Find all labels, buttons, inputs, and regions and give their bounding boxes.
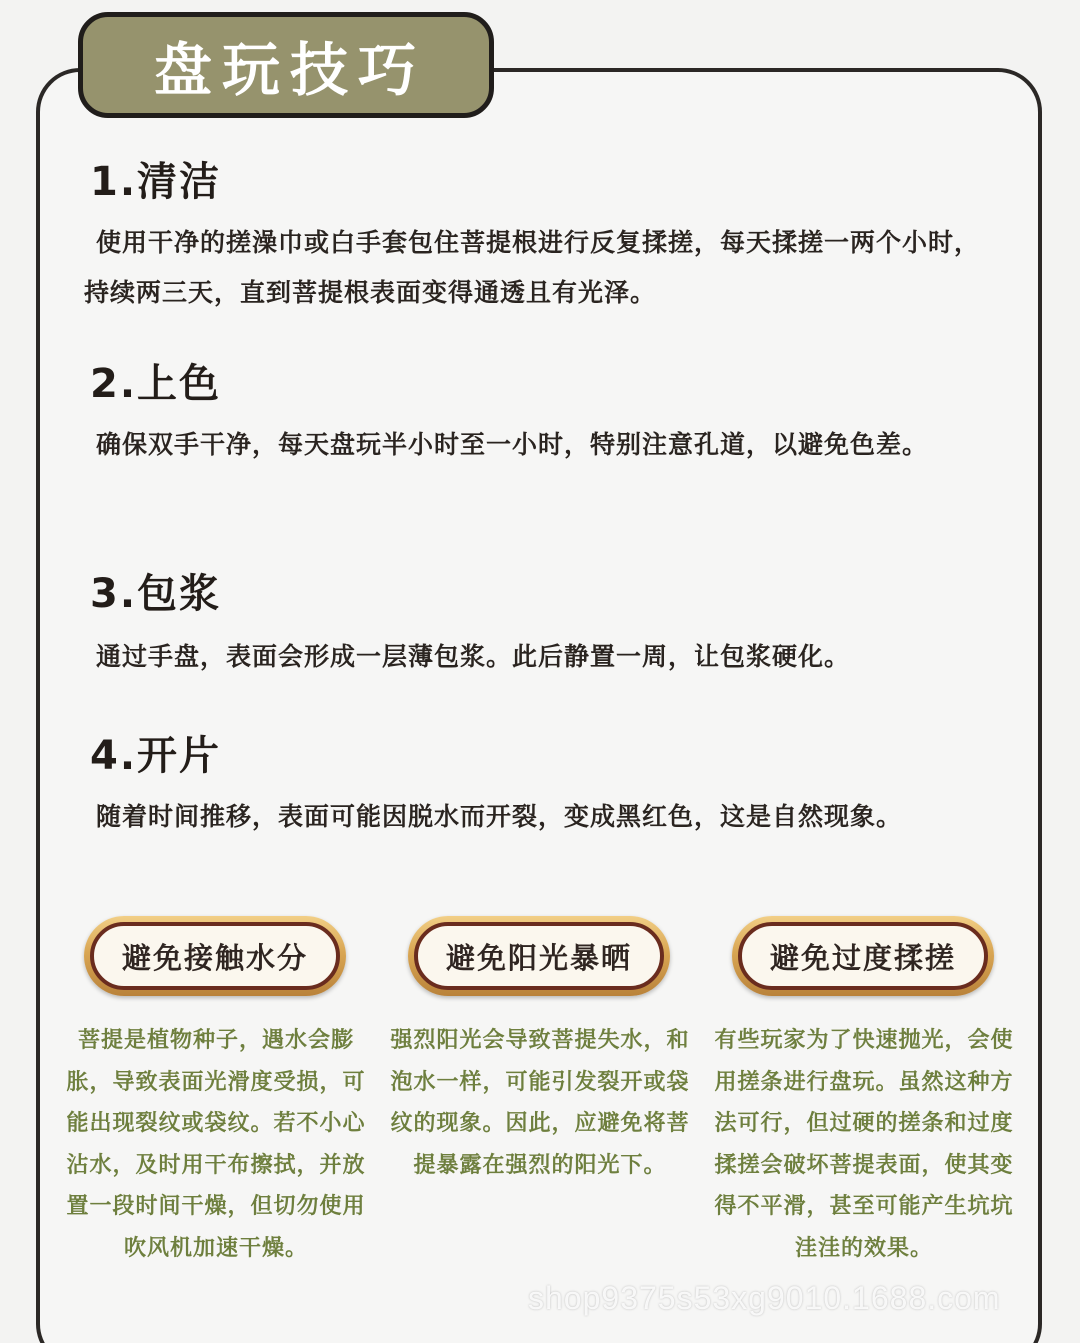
tip-badge-rubbing bbox=[732, 916, 994, 996]
section-heading-cracking: 4.开片 bbox=[90, 733, 222, 779]
tip-label-water: 避免接触水分 bbox=[90, 922, 340, 990]
section-heading-cleaning: 1.清洁 bbox=[90, 159, 222, 205]
tip-badge-sun bbox=[408, 916, 670, 996]
section-text-coloring: 确保双手干净，每天盘玩半小时至一小时，特别注意孔道，以避免色差。 bbox=[96, 430, 929, 459]
watermark: shop9375s53xg9010.1688.com bbox=[528, 1280, 1001, 1316]
tip-label-sun: 避免阳光暴晒 bbox=[414, 922, 664, 990]
tip-text-water: 菩提是植物种子，遇水会膨胀，导致表面光滑度受损，可能出现裂纹或袋纹。若不小心沾水，及时用干布擦拭，并放置一段时间干燥，但切勿使用吹风机加速干燥。 bbox=[66, 1028, 366, 1261]
section-text-patina: 通过手盘，表面会形成一层薄包浆。此后静置一周，让包浆硬化。 bbox=[96, 642, 851, 671]
tip-label-rubbing: 避免过度揉搓 bbox=[738, 922, 988, 990]
section-heading-coloring: 2.上色 bbox=[90, 361, 222, 407]
tip-badge-water bbox=[84, 916, 346, 996]
tip-text-sun: 强烈阳光会导致菩提失水，和泡水一样，可能引发裂开或袋纹的现象。因此，应避免将菩提暴露在强烈的阳光下。 bbox=[390, 1028, 690, 1178]
tip-text-rubbing: 有些玩家为了快速抛光，会使用搓条进行盘玩。虽然这种方法可行，但过硬的搓条和过度揉搓会破坏菩提表面，使其变得不平滑，甚至可能产生坑坑洼洼的效果。 bbox=[714, 1028, 1014, 1261]
title-tab bbox=[78, 12, 494, 118]
section-text-cracking: 随着时间推移，表面可能因脱水而开裂，变成黑红色，这是自然现象。 bbox=[96, 802, 903, 831]
section-heading-patina: 3.包浆 bbox=[90, 571, 222, 617]
section-text-cleaning: 使用干净的搓澡巾或白手套包住菩提根进行反复揉搓，每天揉搓一两个小时，持续两三天，直到菩提根表面变得通透且有光泽。 bbox=[84, 228, 981, 307]
page-title: 盘玩技巧 bbox=[153, 36, 426, 104]
